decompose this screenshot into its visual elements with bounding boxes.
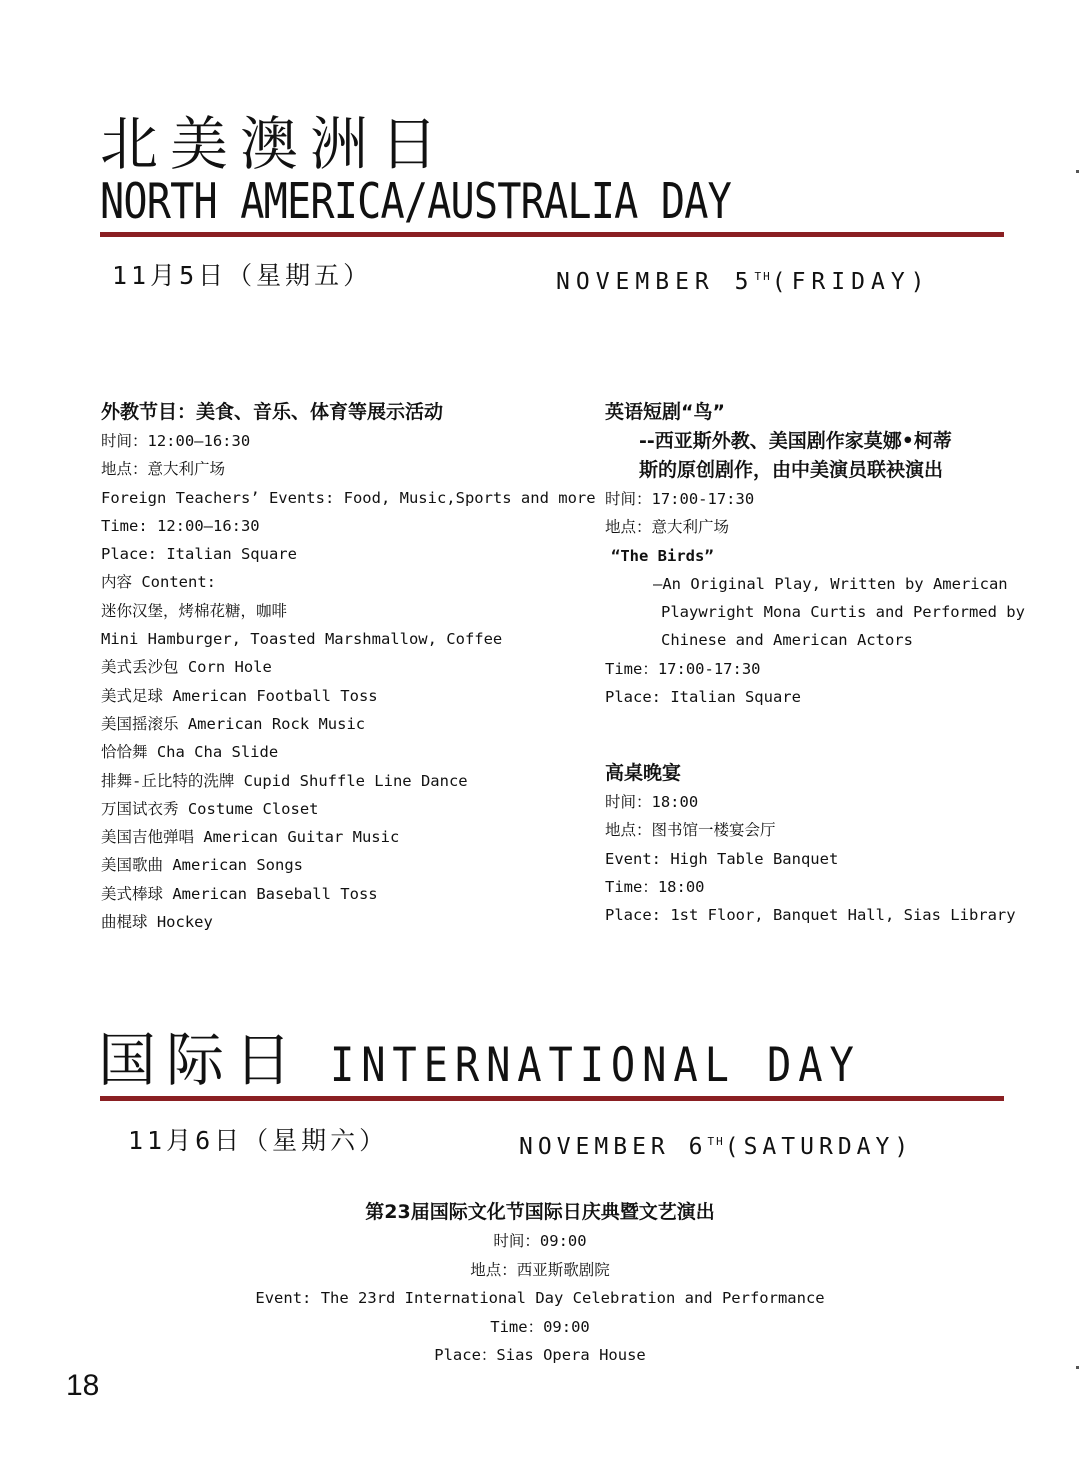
intl-day-date-en-weekday: (SATURDAY) xyxy=(724,1134,914,1160)
list-item: 美式棒球 American Baseball Toss xyxy=(101,884,378,903)
banquet-event-en: Event: High Table Banquet xyxy=(605,849,839,868)
play-heading: 英语短剧“鸟” xyxy=(605,401,725,423)
list-item: Time: 12:00—16:30 xyxy=(101,516,260,535)
intl-day-date-en xyxy=(519,1125,913,1164)
edge-mark-top xyxy=(1076,170,1079,173)
list-item: 地点：意大利广场 xyxy=(101,460,226,479)
na-day-title-cn: 北美澳洲日 xyxy=(100,110,451,178)
list-item: 曲棍球 Hockey xyxy=(101,913,213,932)
play-place-en: Place: Italian Square xyxy=(605,688,801,707)
banquet-heading: 高桌晚宴 xyxy=(605,762,682,784)
play-subtitle-line2: 斯的原创剧作，由中美演员联袂演出 xyxy=(639,459,944,481)
na-day-date-en-weekday: (FRIDAY) xyxy=(771,269,931,295)
list-item: Place: Italian Square xyxy=(101,545,297,564)
intl-event-heading: 第23届国际文化节国际日庆典暨文艺演出 xyxy=(365,1201,715,1223)
na-day-rule xyxy=(100,232,1004,237)
intl-day-event xyxy=(0,1197,1080,1370)
na-day-date-en-main: NOVEMBER 5 xyxy=(556,269,755,295)
intl-day-date-en-sup: TH xyxy=(707,1135,725,1148)
play-time-cn: 时间：17:00-17:30 xyxy=(605,490,755,508)
foreign-teachers-heading: 外教节目：美食、音乐、体育等展示活动 xyxy=(101,401,444,423)
play-title-en: “The Birds” xyxy=(611,546,714,565)
list-item: 美国歌曲 American Songs xyxy=(101,856,303,875)
intl-event-event-en: Event: The 23rd International Day Celebration and Performance xyxy=(255,1289,825,1307)
intl-event-place-en: Place：Sias Opera House xyxy=(434,1346,646,1364)
intl-day-title-cn: 国际日 xyxy=(98,1026,303,1094)
intl-event-place-cn: 地点：西亚斯歌剧院 xyxy=(470,1260,610,1279)
na-day-title-en: NORTH AMERICA/AUSTRALIA DAY xyxy=(100,173,732,230)
banquet-time-cn: 时间：18:00 xyxy=(605,793,699,811)
intl-day-date-cn: 11月6日（星期六） xyxy=(128,1126,389,1155)
list-item: 美国摇滚乐 American Rock Music xyxy=(101,714,366,733)
page-number: 18 xyxy=(66,1369,100,1402)
na-day-date-en-sup: TH xyxy=(754,270,772,283)
list-item: 时间：12:00—16:30 xyxy=(101,432,251,450)
list-item: 万国试衣秀 Costume Closet xyxy=(101,799,319,818)
list-item: 排舞-丘比特的洗牌 Cupid Shuffle Line Dance xyxy=(101,771,468,790)
list-item: 恰恰舞 Cha Cha Slide xyxy=(101,743,279,762)
list-item: Foreign Teachers’ Events: Food, Music,Sports and more xyxy=(101,488,596,507)
high-table-banquet xyxy=(605,759,1016,929)
intl-event-time-cn: 时间：09:00 xyxy=(493,1232,587,1250)
banquet-place-cn: 地点：图书馆一楼宴会厅 xyxy=(605,821,776,840)
english-play xyxy=(605,398,1025,711)
intl-event-time-en: Time：09:00 xyxy=(490,1317,590,1336)
play-subtitle-line1: --西亚斯外教、美国剧作家莫娜•柯蒂 xyxy=(639,430,952,452)
foreign-teachers-events xyxy=(101,398,596,936)
list-item: 美式丢沙包 Corn Hole xyxy=(101,658,272,677)
list-item: 迷你汉堡，烤棉花糖，咖啡 xyxy=(101,601,288,620)
intl-day-title-en: INTERNATIONAL DAY xyxy=(330,1038,861,1093)
na-day-date-cn: 11月5日（星期五） xyxy=(112,261,373,290)
banquet-time-en: Time：18:00 xyxy=(605,877,705,896)
banquet-place-en: Place: 1st Floor, Banquet Hall, Sias Library xyxy=(605,906,1016,925)
list-item: 美式足球 American Football Toss xyxy=(101,686,378,705)
intl-day-date-en-main: NOVEMBER 6 xyxy=(519,1134,708,1160)
foreign-teachers-lines xyxy=(101,427,596,936)
play-desc-line3: Chinese and American Actors xyxy=(661,631,913,650)
play-time-en: Time：17:00-17:30 xyxy=(605,659,761,678)
list-item: Mini Hamburger, Toasted Marshmallow, Coffee xyxy=(101,630,503,649)
play-place-cn: 地点：意大利广场 xyxy=(605,518,730,537)
edge-mark-bottom xyxy=(1076,1366,1079,1369)
na-day-date-en xyxy=(556,260,931,299)
list-item: 内容 Content: xyxy=(101,573,216,592)
intl-day-rule xyxy=(100,1096,1004,1101)
play-desc-line1: —An Original Play, Written by American xyxy=(653,574,1008,593)
list-item: 美国吉他弹唱 American Guitar Music xyxy=(101,828,400,847)
play-desc-line2: Playwright Mona Curtis and Performed by xyxy=(661,603,1025,622)
